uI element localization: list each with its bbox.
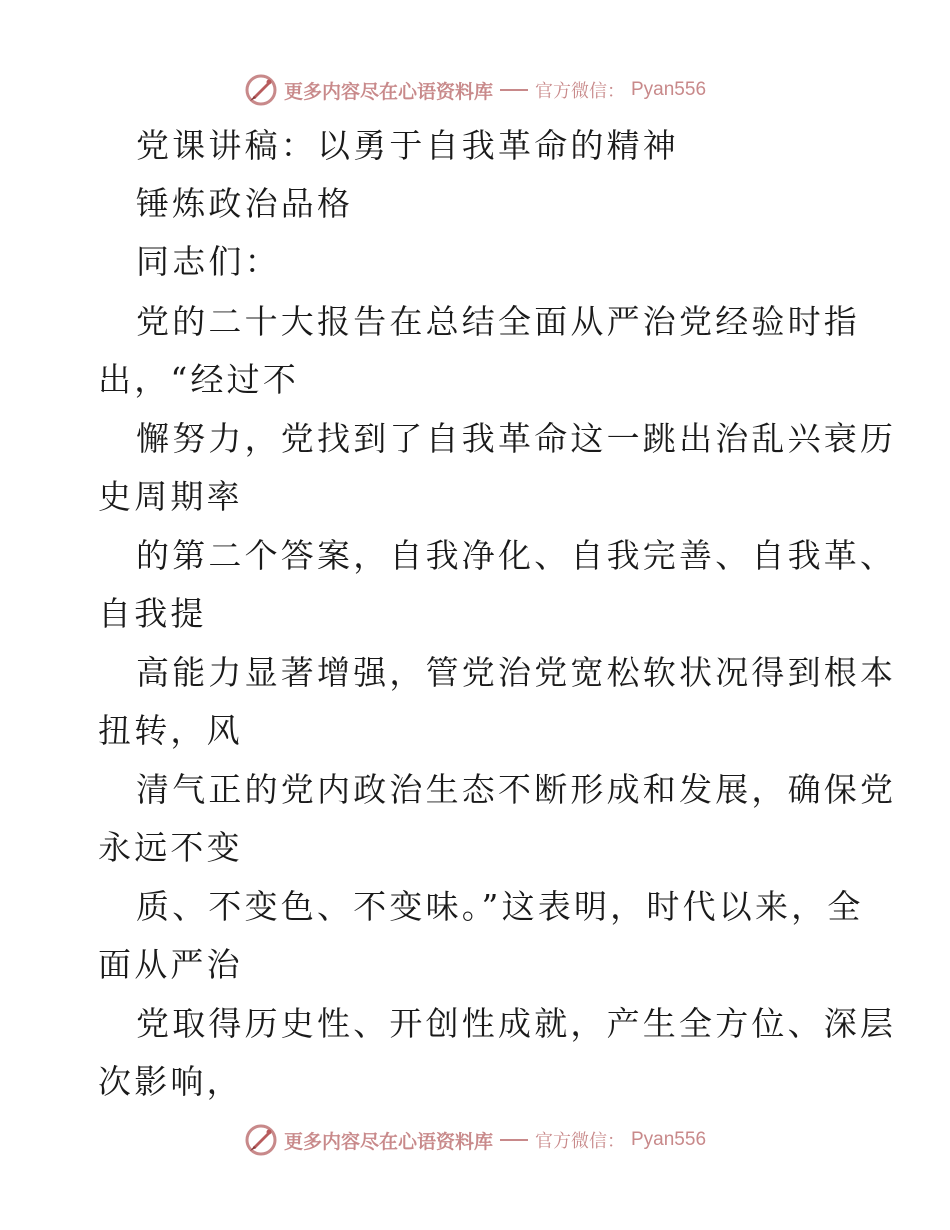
paragraph-line: 懈努力，党找到了自我革命这一跳出治乱兴衰历 bbox=[136, 419, 897, 458]
watermark-wechat-id: Pyan556 bbox=[631, 79, 707, 100]
paragraph-line: 次影响， bbox=[98, 1062, 243, 1101]
quill-pen-logo-icon bbox=[244, 1123, 278, 1157]
paragraph-line: 史周期率 bbox=[98, 477, 243, 516]
watermark-dash bbox=[500, 89, 528, 91]
paragraph-line: 党取得历史性、开创性成就，产生全方位、深层 bbox=[136, 1004, 897, 1043]
watermark-wechat-id: Pyan556 bbox=[631, 1129, 707, 1150]
paragraph-line: 高能力显著增强，管党治党宽松软状况得到根本 bbox=[136, 653, 897, 692]
watermark-wechat-label: 官方微信： bbox=[535, 81, 625, 102]
quill-pen-logo-icon bbox=[244, 73, 278, 107]
document-title-line-1: 党课讲稿：以勇于自我革命的精神 bbox=[136, 126, 679, 165]
watermark-site-name: 更多内容尽在心语资料库 bbox=[283, 1130, 493, 1153]
paragraph-line: 扭转，风 bbox=[98, 711, 243, 750]
paragraph-line: 面从严治 bbox=[98, 945, 243, 984]
watermark-site-name: 更多内容尽在心语资料库 bbox=[283, 80, 493, 103]
paragraph-line: 的第二个答案，自我净化、自我完善、自我革、 bbox=[136, 536, 897, 575]
paragraph-line: 质、不变色、不变味。”这表明，时代以来，全 bbox=[136, 887, 864, 926]
salutation: 同志们： bbox=[136, 242, 281, 281]
paragraph-line: 党的二十大报告在总结全面从严治党经验时指 bbox=[136, 302, 860, 341]
watermark-dash bbox=[500, 1139, 528, 1141]
paragraph-line: 清气正的党内政治生态不断形成和发展，确保党 bbox=[136, 770, 897, 809]
footer-watermark bbox=[0, 1120, 950, 1160]
paragraph-line: 出，“经过不 bbox=[98, 360, 300, 399]
watermark-wechat-label: 官方微信： bbox=[535, 1131, 625, 1152]
header-watermark bbox=[0, 70, 950, 110]
paragraph-line: 自我提 bbox=[98, 594, 207, 633]
document-title-line-2: 锤炼政治品格 bbox=[136, 184, 354, 223]
paragraph-line: 永远不变 bbox=[98, 828, 243, 867]
